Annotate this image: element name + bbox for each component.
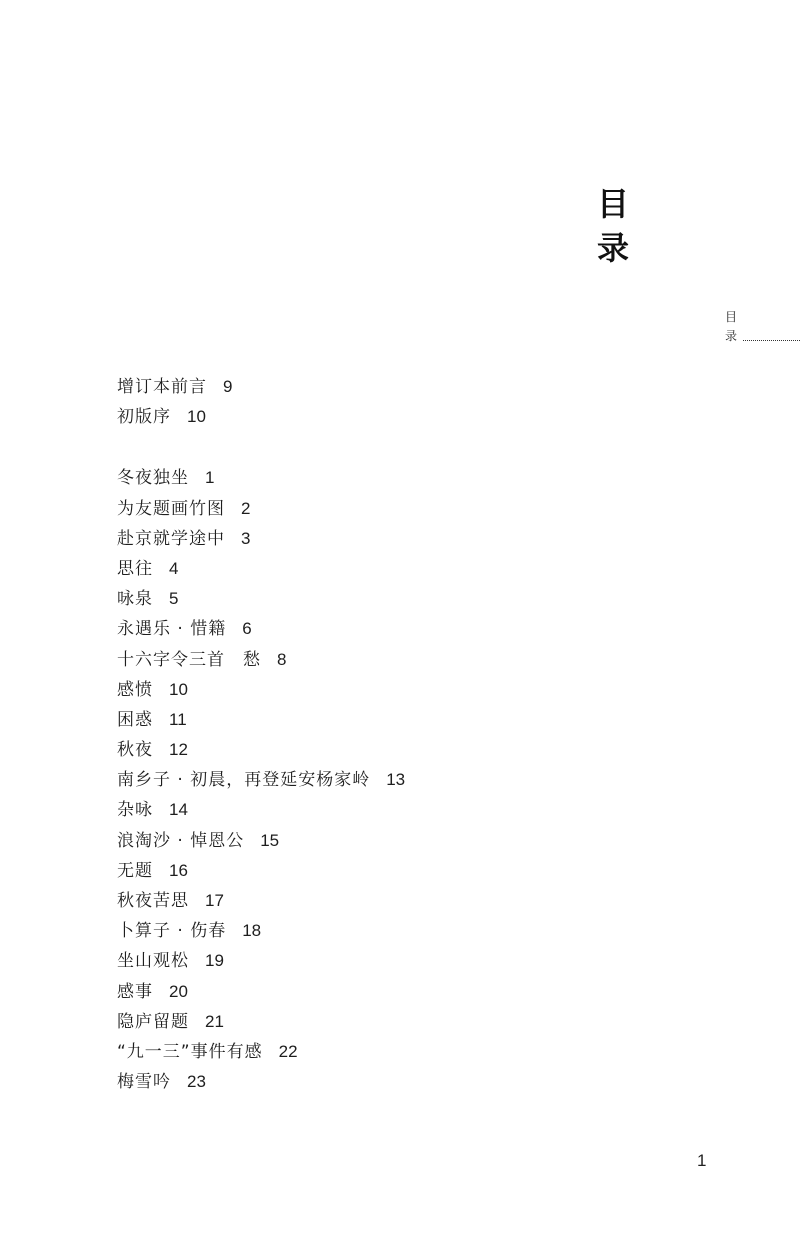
toc-entry-page-number: 14: [169, 800, 188, 820]
toc-entry-title: 秋夜: [117, 740, 153, 761]
toc-entry[interactable]: [117, 946, 717, 976]
toc-entry[interactable]: [117, 826, 717, 856]
toc-entry-page-number: 23: [187, 1072, 206, 1092]
running-head-char-1: 目: [725, 310, 738, 324]
toc-entry-page-number: 6: [242, 619, 252, 639]
toc-entry[interactable]: [117, 977, 717, 1007]
toc-entry[interactable]: [117, 1067, 717, 1097]
toc-entry[interactable]: [117, 372, 717, 402]
toc-entry-title: 永遇乐 · 惜籍: [117, 619, 227, 640]
toc-entry-page-number: 11: [169, 709, 187, 729]
toc-entry-title: 冬夜独坐: [117, 468, 189, 489]
toc-entry[interactable]: [117, 886, 717, 916]
toc-entry-page-number: 9: [223, 377, 233, 396]
toc-entry-title: 卜算子 · 伤春: [117, 921, 227, 942]
toc-entry[interactable]: [117, 614, 717, 644]
toc-entry-page-number: 17: [205, 891, 224, 910]
toc-entry-page-number: 4: [169, 558, 179, 578]
page-title-char-1: 目: [596, 185, 629, 223]
toc-entry[interactable]: [117, 856, 717, 886]
page-title: [593, 182, 633, 270]
toc-front-matter: [117, 372, 717, 432]
toc-entry-title: 思往: [117, 558, 153, 579]
toc-entry-page-number: 3: [241, 528, 251, 548]
toc-entry-page-number: 19: [205, 951, 224, 971]
toc-entry-title: 为友题画竹图: [117, 498, 225, 519]
toc-entry-title: 感愤: [117, 679, 153, 700]
running-head: [725, 308, 800, 346]
running-head-dotted-rule: [743, 332, 800, 341]
toc-entry-title: 初版序: [117, 407, 171, 428]
toc-entry-page-number: 13: [386, 770, 406, 790]
toc-main-entries: [117, 463, 717, 1097]
toc-group-gap: [117, 432, 717, 463]
toc-entry-title: 秋夜苦思: [117, 891, 189, 911]
toc-entry[interactable]: [117, 795, 717, 825]
toc-entry-page-number: 10: [169, 679, 188, 699]
toc-entry-title: 十六字令三首 愁: [117, 649, 261, 670]
toc-entry-title: 浪淘沙 · 悼恩公: [117, 830, 245, 851]
toc-entry-page-number: 20: [169, 981, 188, 1001]
toc-entry-title: 赴京就学途中: [117, 528, 225, 549]
toc-entry[interactable]: [117, 765, 717, 795]
toc-entry[interactable]: [117, 645, 717, 675]
toc-entry-title: 坐山观松: [117, 951, 189, 972]
toc-entry[interactable]: [117, 916, 717, 946]
toc-entry-page-number: 15: [260, 830, 280, 850]
toc-entry-title: 隐庐留题: [117, 1011, 189, 1032]
toc-entry[interactable]: [117, 675, 717, 705]
toc-entry[interactable]: [117, 584, 717, 614]
toc-entry[interactable]: [117, 735, 717, 765]
toc-entry-page-number: 2: [241, 498, 251, 518]
toc-entry[interactable]: [117, 524, 717, 554]
toc-entry-title: 无题: [117, 860, 153, 881]
table-of-contents: [117, 372, 717, 1097]
toc-entry-title: 困惑: [117, 709, 153, 730]
running-head-line-1: [725, 308, 800, 327]
toc-entry-page-number: 10: [187, 407, 206, 427]
toc-entry[interactable]: [117, 463, 717, 493]
toc-entry-page-number: 8: [277, 649, 287, 669]
toc-entry[interactable]: [117, 1037, 717, 1067]
toc-entry-page-number: 16: [169, 860, 188, 880]
toc-entry[interactable]: [117, 705, 717, 735]
toc-entry[interactable]: [117, 494, 717, 524]
toc-entry-page-number: 22: [278, 1041, 298, 1061]
page-title-char-2: 录: [596, 229, 629, 267]
toc-entry-page-number: 1: [205, 468, 215, 488]
toc-entry-title: 南乡子 · 初晨，再登延安杨家岭: [117, 770, 371, 791]
toc-entry-title: 杂咏: [117, 800, 153, 821]
toc-entry[interactable]: [117, 1007, 717, 1037]
toc-entry-page-number: 12: [169, 740, 188, 760]
toc-entry-page-number: 18: [242, 921, 262, 941]
running-head-char-2: 录: [725, 329, 738, 343]
toc-entry-title: 感事: [117, 981, 153, 1002]
toc-entry[interactable]: [117, 554, 717, 584]
page-number: 1: [697, 1151, 707, 1170]
toc-entry-title: 增订本前言: [117, 377, 207, 397]
toc-entry-title: “九一三”事件有感: [117, 1041, 263, 1062]
toc-entry[interactable]: [117, 402, 717, 432]
toc-entry-title: 梅雪吟: [117, 1072, 171, 1093]
toc-entry-page-number: 21: [205, 1011, 224, 1031]
toc-entry-page-number: 5: [169, 589, 179, 609]
running-head-line-2: [725, 327, 800, 346]
toc-entry-title: 咏泉: [117, 589, 153, 610]
